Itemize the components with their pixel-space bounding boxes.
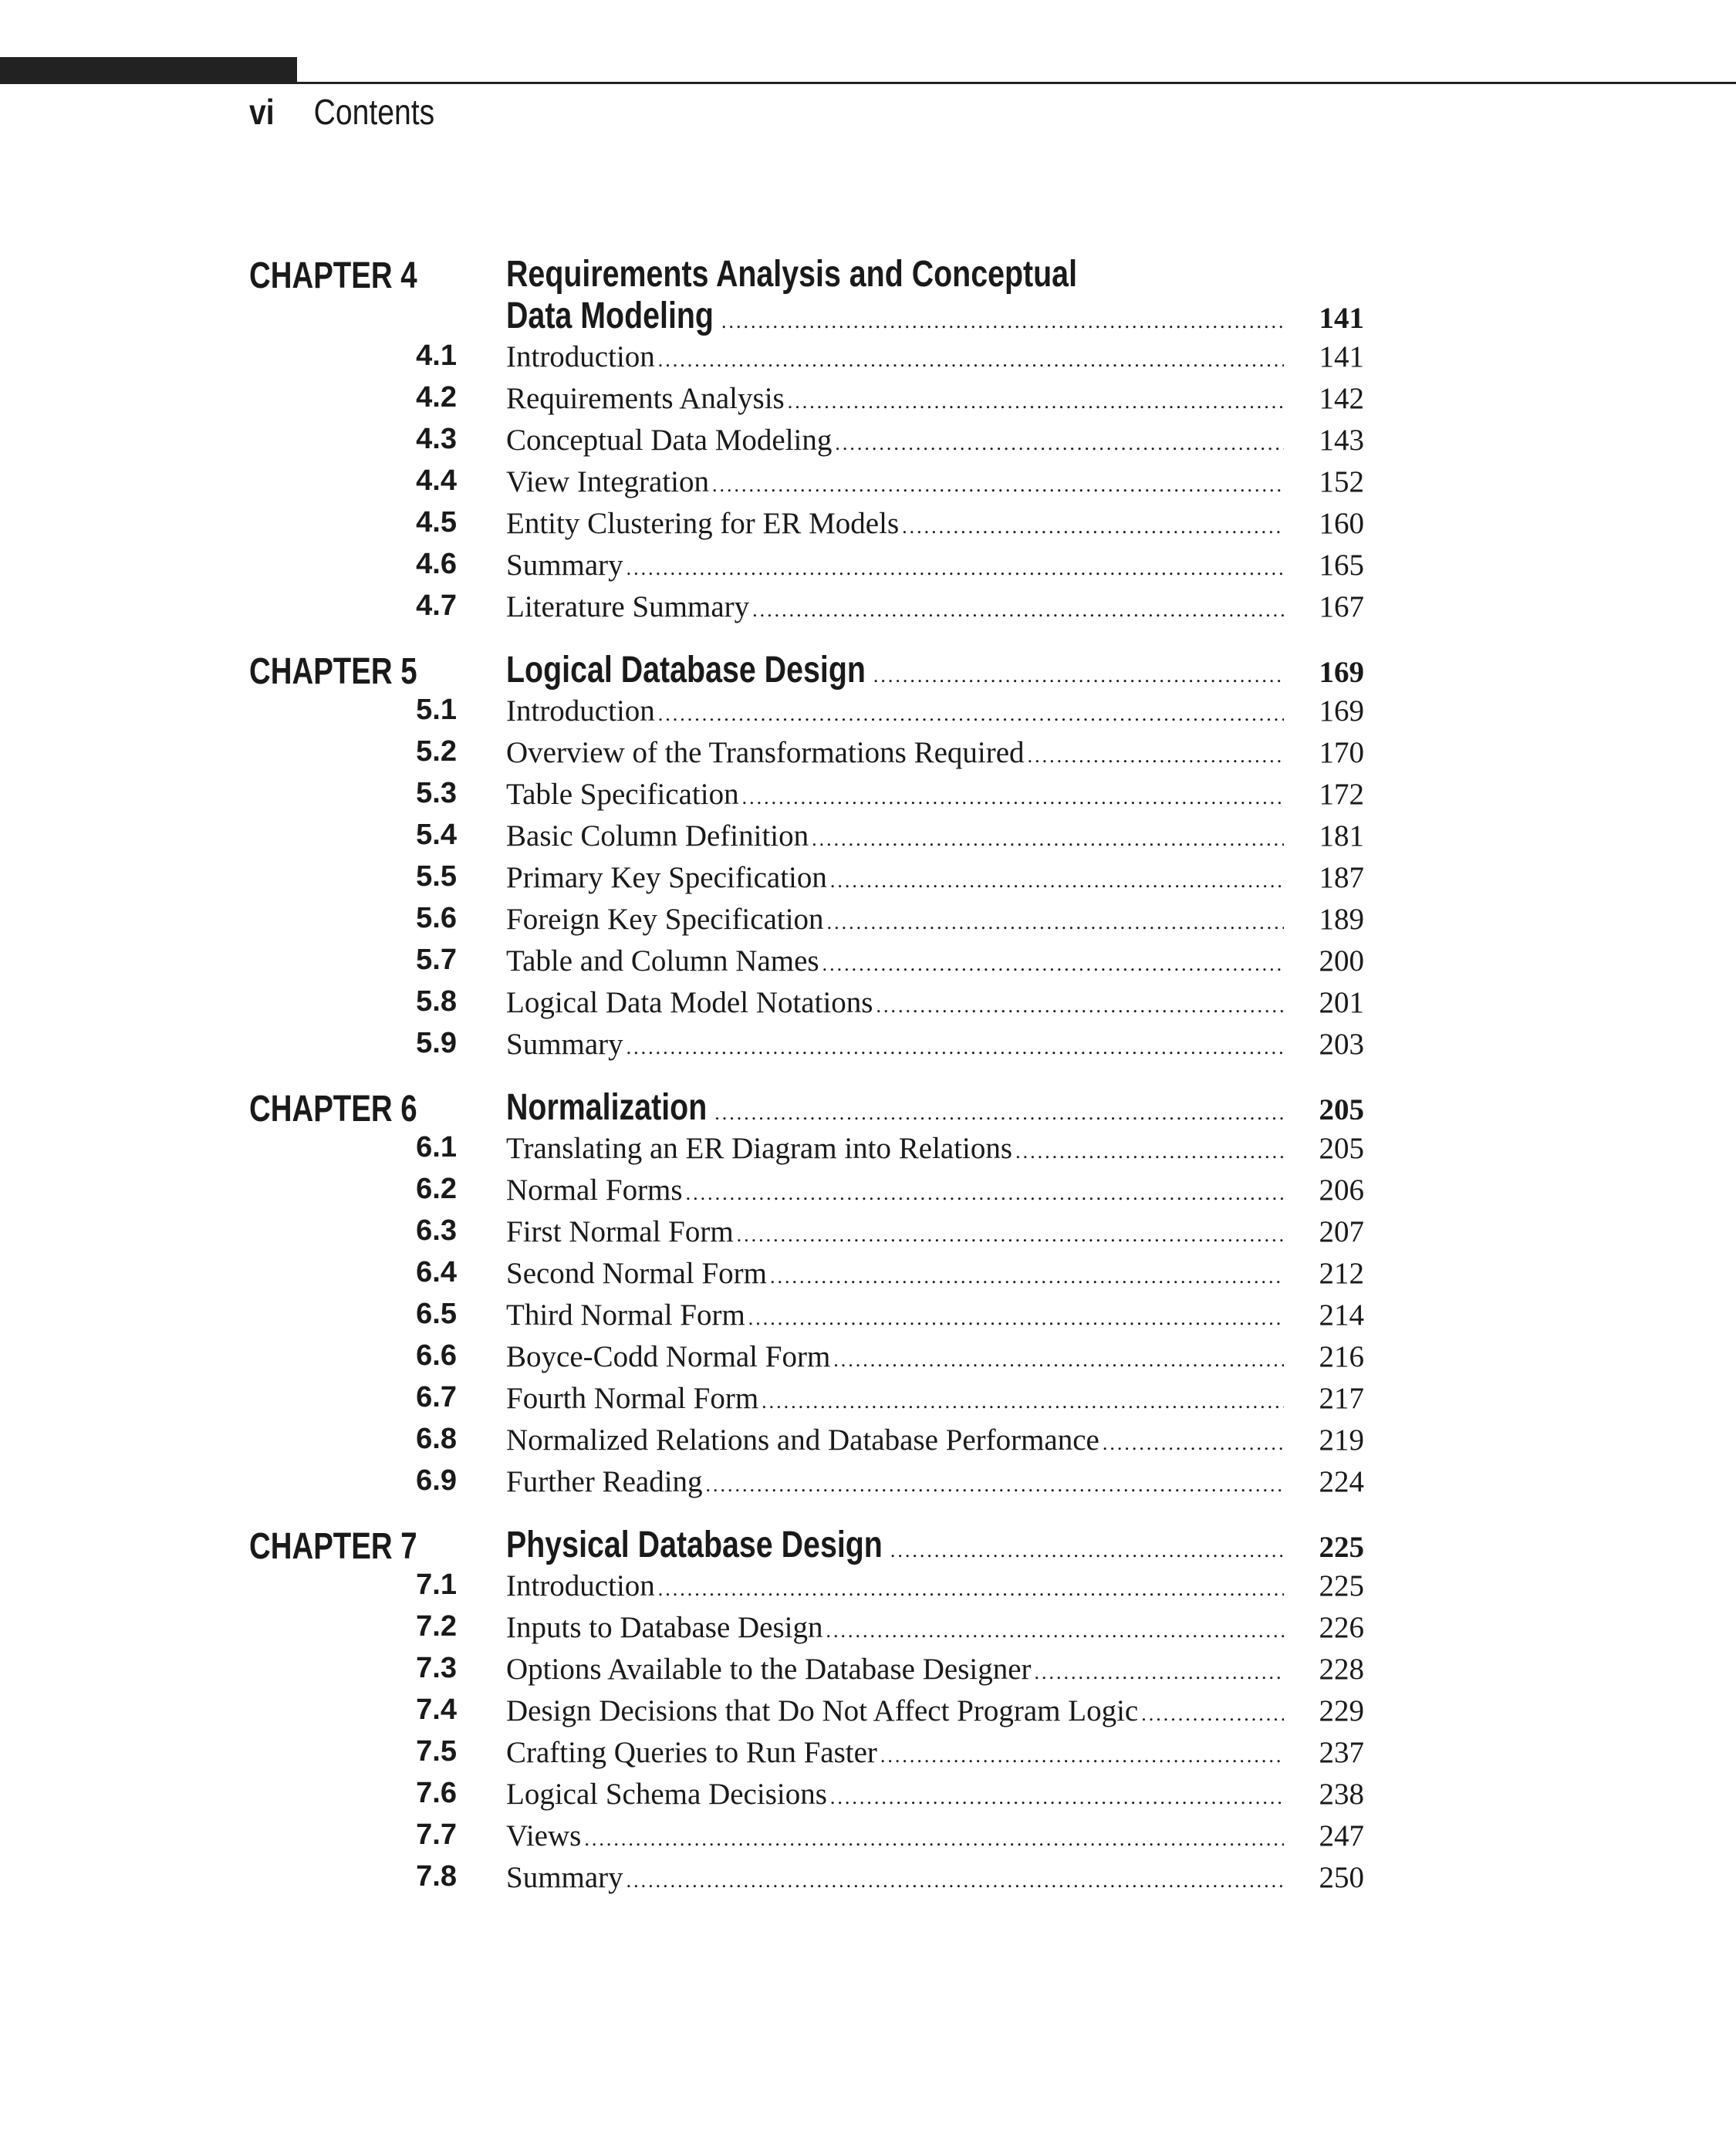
dot-leader: [706, 1474, 1284, 1497]
section-title[interactable]: Normalized Relations and Database Performance: [506, 1423, 1099, 1457]
section-title[interactable]: First Normal Form: [506, 1215, 734, 1248]
dot-leader: [686, 1182, 1284, 1205]
section-title[interactable]: Primary Key Specification: [506, 861, 827, 894]
toc-entry[interactable]: [0, 1460, 1736, 1501]
dot-leader: [833, 1349, 1284, 1372]
section-page: 160: [1319, 507, 1364, 540]
dot-leader: [902, 515, 1284, 539]
section-page: 219: [1319, 1423, 1364, 1457]
section-number: 7.1: [416, 1569, 457, 1601]
toc-entry[interactable]: [0, 1293, 1736, 1335]
header-rule: [297, 82, 1736, 84]
section-title[interactable]: Requirements Analysis: [506, 382, 785, 415]
section-number: 5.5: [416, 860, 457, 893]
dot-leader: [827, 911, 1284, 934]
section-page: 224: [1319, 1465, 1364, 1498]
section-title[interactable]: Further Reading: [506, 1465, 703, 1498]
chapter-title[interactable]: Logical Database Design: [506, 650, 866, 691]
section-number: 6.8: [416, 1423, 457, 1455]
dot-leader: [830, 1786, 1284, 1809]
section-page: 216: [1319, 1340, 1364, 1373]
dot-leader: [627, 1036, 1284, 1059]
dot-leader: [752, 599, 1284, 622]
toc-entry[interactable]: [0, 1251, 1736, 1293]
section-title[interactable]: Summary: [506, 1028, 623, 1061]
section-page: 172: [1319, 778, 1364, 811]
section-title[interactable]: Summary: [506, 549, 623, 582]
toc-entry[interactable]: [0, 1647, 1736, 1689]
section-title[interactable]: Normal Forms: [506, 1173, 683, 1207]
toc-entry[interactable]: [0, 1168, 1736, 1210]
section-number: 5.3: [416, 777, 457, 809]
dot-leader: [788, 390, 1284, 414]
section-title[interactable]: View Integration: [506, 465, 709, 498]
section-title[interactable]: Logical Data Model Notations: [506, 986, 873, 1019]
section-number: 6.3: [416, 1214, 457, 1247]
section-title[interactable]: Inputs to Database Design: [506, 1611, 823, 1644]
section-title[interactable]: Second Normal Form: [506, 1257, 767, 1290]
section-number: 4.4: [416, 464, 457, 497]
section-title[interactable]: Third Normal Form: [506, 1298, 745, 1332]
toc-entry[interactable]: [0, 814, 1736, 856]
section-number: 6.1: [416, 1131, 457, 1163]
dot-leader: [658, 349, 1284, 372]
toc-entry[interactable]: [0, 543, 1736, 585]
section-page: 228: [1319, 1653, 1364, 1686]
section-page: 187: [1319, 861, 1364, 894]
chapter-page: 169: [1319, 656, 1364, 689]
dot-leader: [714, 1102, 1284, 1125]
section-title[interactable]: Table Specification: [506, 778, 739, 811]
section-title[interactable]: Design Decisions that Do Not Affect Program Logic: [506, 1694, 1139, 1727]
chapter-title[interactable]: Normalization: [506, 1087, 708, 1128]
toc-entry[interactable]: [0, 1376, 1736, 1418]
section-page: 238: [1319, 1778, 1364, 1811]
section-page: 165: [1319, 549, 1364, 582]
chapter-page: 225: [1319, 1531, 1364, 1564]
toc-entry[interactable]: [0, 1731, 1736, 1772]
toc-entry[interactable]: [0, 1022, 1736, 1064]
section-number: 6.5: [416, 1298, 457, 1330]
running-title: Contents: [313, 92, 435, 132]
section-number: 4.2: [416, 381, 457, 414]
chapter-block: [0, 252, 1736, 626]
section-number: 7.6: [416, 1777, 457, 1809]
dot-leader: [770, 1265, 1284, 1288]
dot-leader: [1103, 1432, 1284, 1455]
toc-entry[interactable]: [0, 1606, 1736, 1647]
section-number: 6.6: [416, 1339, 457, 1372]
chapter-block: [0, 1522, 1736, 1897]
section-page: 201: [1319, 986, 1364, 1019]
section-title[interactable]: Logical Schema Decisions: [506, 1778, 827, 1811]
toc-entry[interactable]: [0, 981, 1736, 1022]
chapter-heading[interactable]: [0, 293, 1736, 335]
section-title[interactable]: Introduction: [506, 340, 655, 373]
chapter-heading-line1: [0, 252, 1736, 296]
toc-entry[interactable]: [0, 939, 1736, 981]
chapter-heading[interactable]: [0, 647, 1736, 692]
section-number: 6.4: [416, 1256, 457, 1288]
chapter-block: [0, 1085, 1736, 1501]
dot-leader: [890, 1539, 1284, 1562]
section-number: 7.5: [416, 1735, 457, 1768]
section-page: 170: [1319, 736, 1364, 769]
section-title[interactable]: Fourth Normal Form: [506, 1382, 759, 1415]
dot-leader: [812, 828, 1284, 851]
toc-entry[interactable]: [0, 1335, 1736, 1376]
section-page: 237: [1319, 1736, 1364, 1769]
toc-entry[interactable]: [0, 585, 1736, 626]
toc-entry[interactable]: [0, 1564, 1736, 1606]
chapter-title[interactable]: Data Modeling: [506, 295, 714, 336]
section-page: 152: [1319, 465, 1364, 498]
section-number: 4.7: [416, 589, 457, 622]
dot-leader: [1028, 745, 1284, 768]
section-page: 142: [1319, 382, 1364, 415]
toc-entry[interactable]: [0, 897, 1736, 939]
section-title[interactable]: Table and Column Names: [506, 944, 819, 978]
section-number: 6.9: [416, 1464, 457, 1497]
section-title[interactable]: Entity Clustering for ER Models: [506, 507, 900, 540]
toc-entry[interactable]: [0, 1126, 1736, 1168]
dot-leader: [826, 1619, 1285, 1643]
dot-leader: [1141, 1703, 1284, 1726]
toc-entry[interactable]: [0, 772, 1736, 814]
toc-entry[interactable]: [0, 731, 1736, 772]
chapter-heading[interactable]: [0, 1085, 1736, 1130]
dot-leader: [712, 474, 1284, 497]
section-title[interactable]: Introduction: [506, 1569, 655, 1602]
header-bar: [0, 57, 297, 84]
chapter-label: CHAPTER 6: [249, 1089, 417, 1130]
dot-leader: [627, 557, 1284, 580]
chapter-heading[interactable]: [0, 1522, 1736, 1567]
page-number: vi: [249, 92, 275, 132]
section-page: 217: [1319, 1382, 1364, 1415]
section-page: 189: [1319, 903, 1364, 936]
section-page: 169: [1319, 694, 1364, 728]
section-title[interactable]: Options Available to the Database Designer: [506, 1653, 1032, 1686]
section-number: 5.7: [416, 944, 457, 976]
section-number: 5.6: [416, 902, 457, 934]
section-page: 207: [1319, 1215, 1364, 1248]
section-number: 7.7: [416, 1818, 457, 1851]
section-page: 200: [1319, 944, 1364, 978]
chapter-title-line1: Requirements Analysis and Conceptual: [506, 254, 1077, 295]
toc-entry[interactable]: [0, 335, 1736, 377]
chapter-title[interactable]: Physical Database Design: [506, 1525, 883, 1565]
section-page: 214: [1319, 1298, 1364, 1332]
section-number: 5.9: [416, 1027, 457, 1059]
section-number: 6.7: [416, 1381, 457, 1413]
toc-entry[interactable]: [0, 460, 1736, 501]
section-title[interactable]: Basic Column Definition: [506, 819, 809, 853]
section-page: 205: [1319, 1132, 1364, 1165]
section-page: 206: [1319, 1173, 1364, 1207]
section-number: 6.2: [416, 1173, 457, 1205]
dot-leader: [658, 1578, 1284, 1601]
dot-leader: [627, 1869, 1284, 1893]
dot-leader: [830, 870, 1284, 893]
section-title[interactable]: Foreign Key Specification: [506, 903, 824, 936]
section-title[interactable]: Boyce-Codd Normal Form: [506, 1340, 831, 1373]
section-page: 167: [1319, 590, 1364, 623]
section-page: 226: [1319, 1611, 1364, 1644]
section-page: 181: [1319, 819, 1364, 853]
section-title[interactable]: Crafting Queries to Run Faster: [506, 1736, 877, 1769]
section-title[interactable]: Literature Summary: [506, 590, 750, 623]
section-number: 4.6: [416, 548, 457, 580]
section-number: 7.4: [416, 1694, 457, 1726]
chapter-page: 141: [1319, 302, 1364, 335]
section-number: 4.5: [416, 506, 457, 539]
running-header: [249, 91, 434, 133]
toc-entry[interactable]: [0, 1210, 1736, 1251]
section-number: 7.8: [416, 1860, 457, 1893]
toc-entry[interactable]: [0, 1689, 1736, 1731]
section-page: 203: [1319, 1028, 1364, 1061]
chapter-page: 205: [1319, 1093, 1364, 1126]
section-page: 247: [1319, 1819, 1364, 1852]
toc-entry[interactable]: [0, 856, 1736, 897]
section-number: 7.3: [416, 1652, 457, 1684]
section-page: 141: [1319, 340, 1364, 373]
toc-entry[interactable]: [0, 501, 1736, 543]
toc-entry[interactable]: [0, 377, 1736, 418]
section-number: 5.4: [416, 819, 457, 851]
chapter-label: CHAPTER 7: [249, 1526, 417, 1567]
section-number: 7.2: [416, 1610, 457, 1643]
dot-leader: [742, 786, 1284, 809]
dot-leader: [822, 953, 1284, 976]
dot-leader: [1015, 1140, 1284, 1163]
dot-leader: [748, 1307, 1284, 1330]
dot-leader: [737, 1224, 1284, 1247]
section-number: 4.1: [416, 339, 457, 372]
section-number: 5.1: [416, 694, 457, 726]
section-title[interactable]: Introduction: [506, 694, 655, 728]
section-number: 4.3: [416, 423, 457, 455]
toc-entry[interactable]: [0, 1814, 1736, 1856]
chapter-label: CHAPTER 5: [249, 651, 417, 692]
dot-leader: [873, 664, 1284, 687]
section-page: 143: [1319, 424, 1364, 457]
section-title[interactable]: Summary: [506, 1861, 623, 1894]
dot-leader: [762, 1390, 1284, 1413]
toc-entry[interactable]: [0, 418, 1736, 460]
dot-leader: [658, 703, 1284, 726]
dot-leader: [721, 310, 1284, 333]
section-title[interactable]: Translating an ER Diagram into Relations: [506, 1132, 1013, 1165]
toc-entry[interactable]: [0, 1856, 1736, 1897]
table-of-contents: [0, 252, 1736, 1897]
dot-leader: [1035, 1661, 1284, 1684]
section-page: 212: [1319, 1257, 1364, 1290]
toc-entry[interactable]: [0, 1418, 1736, 1460]
dot-leader: [876, 995, 1284, 1018]
section-number: 5.2: [416, 735, 457, 768]
chapter-block: [0, 647, 1736, 1064]
toc-entry[interactable]: [0, 689, 1736, 731]
section-title[interactable]: Conceptual Data Modeling: [506, 424, 833, 457]
section-title[interactable]: Views: [506, 1819, 582, 1852]
section-page: 229: [1319, 1694, 1364, 1727]
chapter-label: CHAPTER 4: [249, 255, 417, 296]
dot-leader: [835, 432, 1284, 455]
toc-entry[interactable]: [0, 1772, 1736, 1814]
section-title[interactable]: Overview of the Transformations Required: [506, 736, 1025, 769]
dot-leader: [584, 1828, 1284, 1851]
section-page: 225: [1319, 1569, 1364, 1602]
dot-leader: [880, 1744, 1284, 1768]
section-number: 5.8: [416, 985, 457, 1018]
section-page: 250: [1319, 1861, 1364, 1894]
